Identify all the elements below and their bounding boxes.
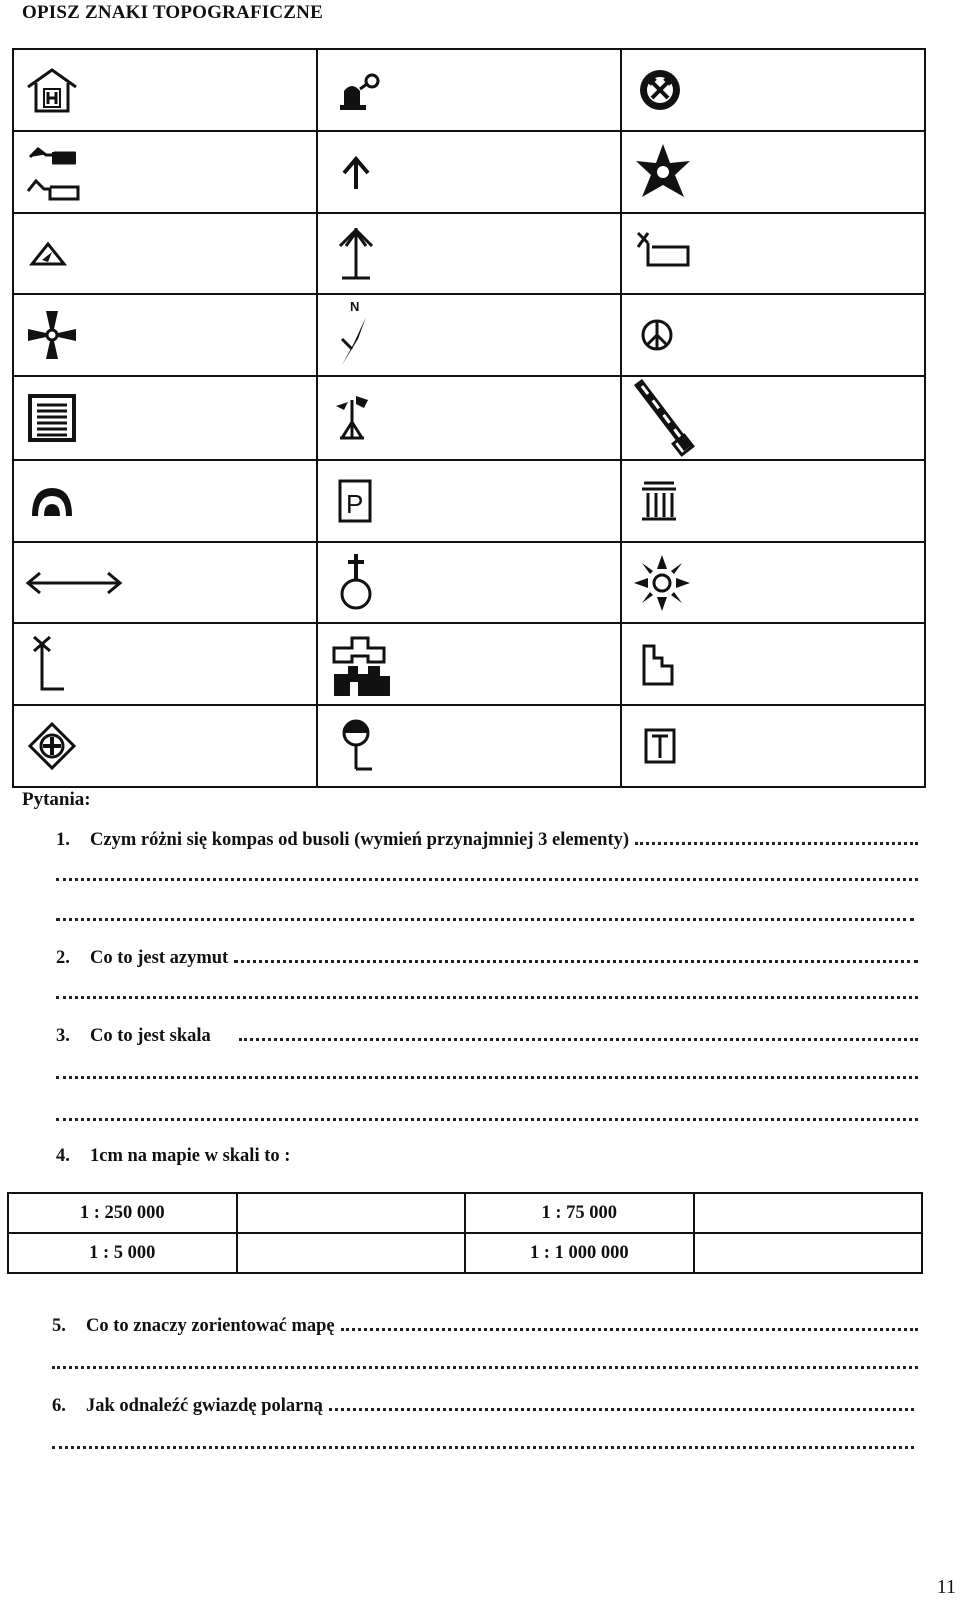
table-row bbox=[8, 1193, 922, 1233]
wind-vane-icon bbox=[328, 390, 384, 446]
question-1 bbox=[56, 830, 918, 854]
symbol-cell bbox=[317, 705, 621, 787]
symbol-cell bbox=[621, 213, 925, 295]
question-number: 5. bbox=[52, 1316, 66, 1336]
question-number: 3. bbox=[56, 1026, 70, 1046]
question-number: 1. bbox=[56, 830, 70, 850]
horse-stable-icon bbox=[24, 139, 84, 205]
answer-line[interactable] bbox=[56, 1118, 918, 1121]
answer-line[interactable] bbox=[56, 996, 918, 999]
sun-rays-icon bbox=[632, 553, 692, 613]
symbol-cell bbox=[621, 460, 925, 542]
answer-line[interactable] bbox=[56, 878, 918, 881]
table-row bbox=[13, 542, 925, 624]
symbol-cell bbox=[13, 213, 317, 295]
shelter-h-icon bbox=[24, 65, 80, 115]
table-row bbox=[13, 213, 925, 295]
antenna-mast-icon bbox=[24, 631, 80, 697]
symbol-cell bbox=[317, 623, 621, 705]
symbol-cell bbox=[317, 460, 621, 542]
scale-label: 1 : 5 000 bbox=[8, 1233, 237, 1273]
symbol-cell bbox=[317, 213, 621, 295]
symbol-cell bbox=[621, 705, 925, 787]
symbol-cell bbox=[621, 294, 925, 376]
symbol-cell bbox=[13, 542, 317, 624]
table-row bbox=[8, 1233, 922, 1273]
question-6 bbox=[52, 1396, 914, 1420]
buildings-block-icon bbox=[328, 628, 398, 700]
ball-pole-icon bbox=[328, 715, 384, 777]
symbol-cell bbox=[13, 623, 317, 705]
symbol-cell bbox=[13, 294, 317, 376]
question-5 bbox=[52, 1316, 918, 1340]
symbol-cell bbox=[621, 542, 925, 624]
flower-star-icon bbox=[632, 141, 694, 203]
answer-line[interactable] bbox=[52, 1366, 918, 1369]
scale-answer-cell[interactable] bbox=[694, 1193, 923, 1233]
scale-label: 1 : 75 000 bbox=[465, 1193, 694, 1233]
scale-conversion-table bbox=[7, 1192, 923, 1274]
topographic-symbols-table bbox=[12, 48, 926, 788]
stepped-polygon-icon bbox=[632, 636, 688, 692]
symbol-cell bbox=[621, 376, 925, 460]
question-text: Co to jest skala bbox=[90, 1026, 211, 1046]
scale-answer-cell[interactable] bbox=[237, 1193, 466, 1233]
symbol-cell bbox=[621, 49, 925, 131]
symbol-cell bbox=[13, 376, 317, 460]
symbol-cell bbox=[621, 131, 925, 213]
answer-line[interactable] bbox=[239, 1030, 918, 1041]
columns-monument-icon bbox=[632, 473, 688, 529]
scale-answer-cell[interactable] bbox=[694, 1233, 923, 1273]
table-row bbox=[13, 460, 925, 542]
table-row bbox=[13, 705, 925, 787]
answer-line[interactable] bbox=[329, 1400, 914, 1411]
table-row bbox=[13, 623, 925, 705]
answer-line[interactable] bbox=[635, 834, 918, 845]
worksheet-title: OPISZ ZNAKI TOPOGRAFICZNE bbox=[22, 2, 323, 23]
answer-line[interactable] bbox=[341, 1320, 918, 1331]
question-number: 4. bbox=[56, 1146, 70, 1166]
symbol-cell bbox=[317, 376, 621, 460]
question-text: 1cm na mapie w skali to : bbox=[90, 1146, 291, 1166]
table-row bbox=[13, 131, 925, 213]
north-compass-needle-icon bbox=[328, 299, 384, 371]
umbrella-pole-icon bbox=[328, 222, 384, 284]
svg-text:N: N bbox=[350, 299, 360, 315]
peace-circle-icon bbox=[632, 310, 682, 360]
symbol-cell bbox=[13, 49, 317, 131]
questions-heading: Pytania: bbox=[22, 789, 91, 810]
parking-p-icon bbox=[328, 473, 384, 529]
question-text: Co to znaczy zorientować mapę bbox=[86, 1316, 335, 1336]
t-square-icon bbox=[632, 718, 688, 774]
propeller-cross-icon bbox=[24, 307, 80, 363]
question-number: 2. bbox=[56, 948, 70, 968]
table-row bbox=[13, 294, 925, 376]
striped-square-icon bbox=[24, 390, 80, 446]
flag-box-icon bbox=[632, 225, 694, 281]
table-row bbox=[13, 376, 925, 460]
diamond-cross-icon bbox=[24, 718, 80, 774]
question-2 bbox=[56, 948, 918, 972]
answer-line[interactable] bbox=[234, 952, 918, 963]
symbol-cell bbox=[13, 131, 317, 213]
scale-label: 1 : 250 000 bbox=[8, 1193, 237, 1233]
page-number: 11 bbox=[936, 1576, 956, 1598]
symbol-cell bbox=[317, 49, 621, 131]
answer-line[interactable] bbox=[56, 918, 914, 921]
searchlight-icon bbox=[328, 65, 384, 115]
chapel-cross-circle-icon bbox=[328, 550, 384, 616]
mine-hammers-icon bbox=[632, 65, 688, 115]
pipeline-icon bbox=[632, 378, 698, 458]
arrow-up-icon bbox=[328, 147, 384, 197]
symbol-cell bbox=[317, 542, 621, 624]
symbol-cell bbox=[621, 623, 925, 705]
question-3 bbox=[56, 1026, 918, 1050]
question-number: 6. bbox=[52, 1396, 66, 1416]
symbol-cell bbox=[317, 131, 621, 213]
question-text: Czym różni się kompas od busoli (wymień przynajmniej 3 elementy) bbox=[90, 830, 630, 850]
answer-line[interactable] bbox=[52, 1446, 914, 1449]
question-4 bbox=[56, 1146, 918, 1170]
answer-line[interactable] bbox=[56, 1076, 918, 1079]
question-text: Jak odnaleźć gwiazdę polarną bbox=[86, 1396, 323, 1416]
scale-answer-cell[interactable] bbox=[237, 1233, 466, 1273]
scale-label: 1 : 1 000 000 bbox=[465, 1233, 694, 1273]
table-row bbox=[13, 49, 925, 131]
question-text: Co to jest azymut bbox=[90, 948, 229, 968]
dome-cave-icon bbox=[24, 476, 80, 526]
svg-text:P: P bbox=[346, 488, 364, 519]
double-arrow-icon bbox=[24, 563, 124, 603]
symbol-cell bbox=[13, 460, 317, 542]
triangle-marker-icon bbox=[24, 228, 80, 278]
symbol-cell bbox=[13, 705, 317, 787]
symbol-cell bbox=[317, 294, 621, 376]
